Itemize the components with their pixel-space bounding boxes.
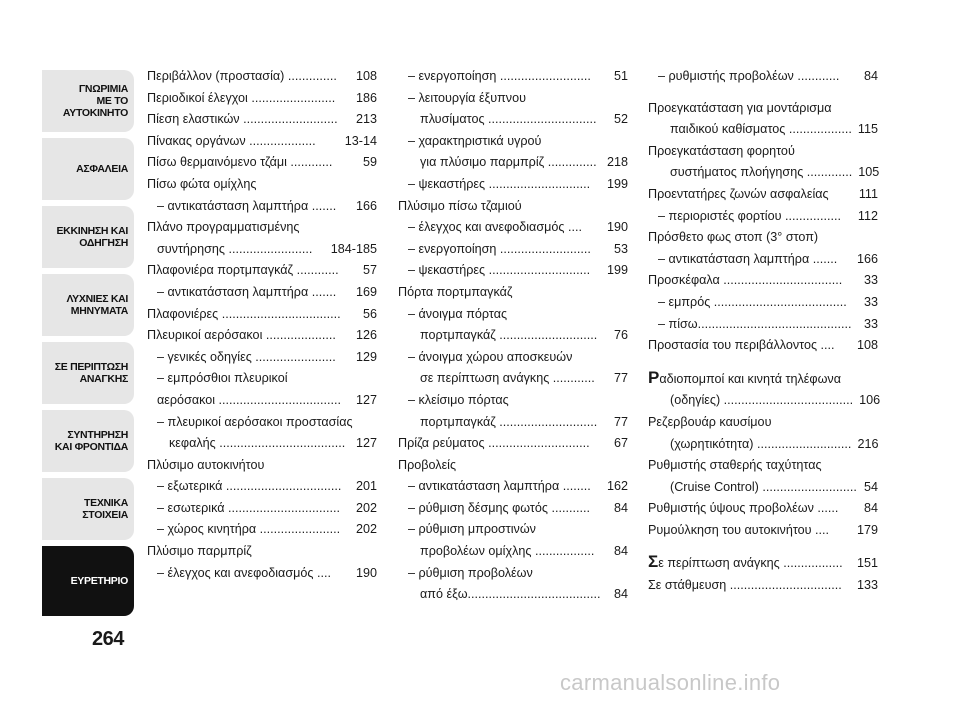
index-entry <box>648 66 878 88</box>
index-entry <box>398 152 628 174</box>
index-entry-label <box>670 390 853 412</box>
index-entry-text: – πίσω............................................ <box>658 316 852 331</box>
index-entry-label <box>648 498 838 520</box>
index-entry-label <box>147 174 256 196</box>
chapter-tab-label: ΕΚΚΙΝΗΣΗ ΚΑΙ ΟΔΗΓΗΣΗ <box>56 225 128 249</box>
index-entry-text: Ρυθμιστής σταθερής ταχύτητας <box>648 458 822 473</box>
index-entry-text: Πλύσιμο παρμπρίζ <box>147 544 252 559</box>
index-entry-label <box>157 368 288 390</box>
index-entry-text: – ρύθμιση δέσμης φωτός ........... <box>408 500 590 515</box>
index-entry <box>648 141 878 163</box>
index-entry <box>147 260 377 282</box>
index-entry-text: από έξω...................................... <box>420 587 601 602</box>
index-entry-label <box>147 541 252 563</box>
index-entry-text: – ρυθμιστής προβολέων ............ <box>658 69 840 83</box>
index-entry-label <box>408 304 507 326</box>
index-entry <box>648 206 878 228</box>
index-entry-text: – άνοιγμα πόρτας <box>408 306 508 321</box>
index-entry <box>648 162 878 184</box>
index-entry-text: Πρίζα ρεύματος ............................. <box>398 436 590 451</box>
index-entry <box>398 519 628 541</box>
chapter-tab-0[interactable] <box>42 70 134 132</box>
index-entry <box>648 119 878 141</box>
index-entry-text: (χωρητικότητα) ........................... <box>670 436 852 451</box>
index-entry-text: – εμπρός ...................................... <box>658 294 847 309</box>
index-entry-text: προβολέων ομίχλης ................. <box>420 544 595 559</box>
index-entry-label <box>648 98 832 120</box>
index-entry-text: σε περίπτωση ανάγκης ............ <box>420 371 595 386</box>
index-entry-text: – αντικατάσταση λαμπτήρα ....... <box>658 251 838 266</box>
index-entry-label <box>147 325 336 347</box>
index-entry-page: 179 <box>856 522 878 537</box>
index-entry <box>398 584 628 606</box>
index-entry <box>648 98 878 120</box>
chapter-tab-3[interactable] <box>42 274 134 336</box>
index-entry-text: – εσωτερικά ................................ <box>157 500 340 515</box>
index-entry-page: 52 <box>613 112 628 127</box>
index-entry-label <box>420 584 601 606</box>
index-entry-page: 57 <box>362 263 377 278</box>
index-entry <box>147 433 377 455</box>
index-entry-text: πλυσίματος ............................... <box>420 112 597 127</box>
index-entry-page: 112 <box>857 208 878 223</box>
index-entry-label <box>420 368 595 390</box>
section-gap <box>648 88 878 98</box>
index-entry-page: 190 <box>355 565 377 580</box>
index-entry-text: Περιοδικοί έλεγχοι ........................ <box>147 90 336 105</box>
index-entry-label <box>420 109 597 131</box>
index-entry <box>147 152 377 174</box>
index-entry-label <box>147 66 337 88</box>
index-entry-label <box>420 325 597 347</box>
index-entry-page: 84 <box>863 69 878 83</box>
index-entry-page: 127 <box>355 436 377 451</box>
index-entry-page: 84 <box>613 587 628 602</box>
index-entry-text: – χαρακτηριστικά υγρού <box>408 133 542 148</box>
index-entry-text: Πρόσθετο φως στοπ (3° στοπ) <box>648 230 819 245</box>
index-entry-label <box>648 455 822 477</box>
index-entry-text: Ρυμούλκηση του αυτοκινήτου .... <box>648 522 830 537</box>
index-entry <box>147 109 377 131</box>
index-entry-text: Προστασία του περιβάλλοντος .... <box>648 338 835 353</box>
index-entry <box>398 66 628 88</box>
index-entry-text: Πλύσιμο πίσω τζαμιού <box>398 198 522 213</box>
index-entry-text: Πίεση ελαστικών ........................... <box>147 112 338 127</box>
section-initial: Σ <box>648 552 659 572</box>
index-entry <box>648 335 878 357</box>
index-entry <box>147 282 377 304</box>
index-entry-label <box>648 227 818 249</box>
index-entry <box>147 563 377 585</box>
index-entry-page: 111 <box>858 186 878 201</box>
chapter-tab-label: ΣΥΝΤΗΡΗΣΗ ΚΑΙ ΦΡΟΝΤΙΔΑ <box>54 429 128 453</box>
index-entry <box>147 131 377 153</box>
index-entry-label <box>147 131 316 153</box>
index-entry <box>147 455 377 477</box>
index-entry <box>147 412 377 434</box>
index-entry-page: 166 <box>856 251 878 266</box>
index-entry-label <box>408 217 582 239</box>
index-entry-label <box>658 314 852 336</box>
index-entry-text: – ρύθμιση μπροστινών <box>408 522 536 537</box>
index-entry-label <box>658 292 847 314</box>
index-entry-page: 59 <box>362 155 377 170</box>
index-entry-label <box>408 66 591 88</box>
index-entry-page: 33 <box>863 294 878 309</box>
index-entry-label <box>157 412 353 434</box>
index-entry-label <box>420 152 597 174</box>
index-entry-page: 169 <box>355 284 377 299</box>
index-entry-page: 67 <box>613 436 628 451</box>
index-entry-text: Περιβάλλον (προστασία) .............. <box>147 69 337 83</box>
index-entry <box>147 196 377 218</box>
index-entry <box>398 217 628 239</box>
index-entry-label <box>670 434 851 456</box>
chapter-tab-label: ΕΥΡΕΤΗΡΙΟ <box>70 575 128 587</box>
index-entry-text: – ρύθμιση προβολέων <box>408 565 533 580</box>
index-entry-page: 127 <box>355 392 377 407</box>
index-entry <box>147 239 377 261</box>
index-entry-page: 77 <box>613 371 628 386</box>
index-entry-text: Πίσω φώτα ομίχλης <box>147 176 257 191</box>
index-entry-page: 199 <box>606 176 628 191</box>
chapter-tab-5[interactable] <box>42 410 134 472</box>
index-entry-text: – ψεκαστήρες ............................. <box>408 176 591 191</box>
index-entry-page: 190 <box>606 220 628 235</box>
index-entry-text: Πλάνο προγραμματισμένης <box>147 220 300 235</box>
index-entry-label <box>408 519 536 541</box>
chapter-tab-7[interactable] <box>42 546 134 616</box>
index-entry-text: Πίνακας οργάνων ................... <box>147 133 316 148</box>
index-entry-page: 76 <box>613 328 628 343</box>
index-entry <box>648 367 878 391</box>
index-entry-text: – εμπρόσθιοι πλευρικοί <box>157 371 288 386</box>
index-entry <box>648 498 878 520</box>
index-entry-label <box>169 433 345 455</box>
index-entry <box>147 325 377 347</box>
index-entry-text: – χώρος κινητήρα ....................... <box>157 522 341 537</box>
index-entry-page: 108 <box>355 69 377 83</box>
index-entry-label <box>408 390 509 412</box>
index-entry-text: Προεγκατάσταση φορητού <box>648 143 795 158</box>
index-entry <box>147 347 377 369</box>
index-entry-page: 186 <box>355 90 377 105</box>
index-entry-text: Πλαφονιέρα πορτμπαγκάζ ............ <box>147 263 339 278</box>
index-entry-page: 84 <box>613 544 628 559</box>
index-entry <box>648 249 878 271</box>
index-entry-page: 77 <box>613 414 628 429</box>
index-entry-text: – ψεκαστήρες ............................. <box>408 263 591 278</box>
index-entry-page: 162 <box>606 479 628 494</box>
index-entry <box>648 434 878 456</box>
index-entry-label <box>670 162 852 184</box>
index-entry <box>648 390 881 412</box>
index-entry-label <box>670 119 852 141</box>
index-entry-text: Πίσω θερμαινόμενο τζάμι ............ <box>147 155 333 170</box>
index-entry-text: συντήρησης ........................ <box>157 241 313 256</box>
index-entry-page: 84 <box>863 501 878 516</box>
index-entry-text: αδιοπομποί και κινητά τηλέφωνα <box>659 371 841 386</box>
index-entry-label <box>157 563 331 585</box>
index-entry-text: (Cruise Control) ........................... <box>670 479 857 494</box>
index-entry <box>147 66 377 88</box>
index-entry-text: – κλείσιμο πόρτας <box>408 392 509 407</box>
index-entry-label <box>648 270 842 292</box>
index-entry-label <box>157 347 336 369</box>
index-entry-text: αερόσακοι ................................... <box>157 392 342 407</box>
index-entry-text: – αντικατάσταση λαμπτήρα ........ <box>408 479 591 494</box>
index-entry <box>147 368 377 390</box>
index-entry-page: 199 <box>606 263 628 278</box>
index-entry-text: παιδικού καθίσματος .................. <box>670 122 852 137</box>
index-entry <box>648 270 878 292</box>
chapter-tab-4[interactable] <box>42 342 134 404</box>
index-entry-text: – λειτουργία έξυπνου <box>408 90 526 105</box>
index-column-3 <box>648 66 881 597</box>
index-entry-text: κεφαλής .................................... <box>169 436 346 451</box>
index-entry <box>398 109 628 131</box>
chapter-tab-label: ΣΕ ΠΕΡΙΠΤΩΣΗ ΑΝΑΓΚΗΣ <box>54 361 128 385</box>
index-entry <box>147 88 377 110</box>
index-entry-label <box>147 88 335 110</box>
index-entry-label <box>398 282 512 304</box>
index-entry-page: 202 <box>355 500 377 515</box>
index-entry-label <box>648 184 829 206</box>
section-gap <box>648 357 878 367</box>
index-entry-label <box>658 206 841 228</box>
index-entry-text: Σε στάθμευση ................................ <box>648 578 842 593</box>
index-entry-page: 105 <box>858 165 880 180</box>
index-entry <box>147 498 377 520</box>
index-entry-label <box>147 217 299 239</box>
index-entry-label <box>658 66 839 88</box>
index-entry-page: 218 <box>606 155 628 170</box>
index-entry-text: πορτμπαγκάζ ............................ <box>420 414 598 429</box>
index-entry <box>398 239 628 261</box>
chapter-tab-label: ΤΕΧΝΙΚΑ ΣΤΟΙΧΕΙΑ <box>82 497 128 521</box>
index-entry <box>398 368 628 390</box>
index-entry-page: 33 <box>863 273 878 288</box>
index-entry-label <box>408 347 572 369</box>
index-entry-page: 166 <box>355 198 377 213</box>
index-entry <box>398 196 628 218</box>
index-entry <box>398 282 628 304</box>
index-entry-label <box>398 196 522 218</box>
index-entry <box>147 476 377 498</box>
index-entry-text: Ρυθμιστής ύψους προβολέων ...... <box>648 501 839 516</box>
index-entry-text: Προσκέφαλα .................................. <box>648 273 843 288</box>
index-entry-page: 115 <box>857 122 878 137</box>
index-entry-text: – πλευρικοί αερόσακοι προστασίας <box>157 414 353 429</box>
index-entry <box>648 551 878 575</box>
index-entry-label <box>157 498 340 520</box>
index-entry <box>398 476 628 498</box>
index-entry-text: Πόρτα πορτμπαγκάζ <box>398 284 513 299</box>
index-entry-text: Πλαφονιέρες .................................. <box>147 306 341 321</box>
index-entry-label <box>408 239 591 261</box>
index-entry-label <box>648 520 829 542</box>
index-entry <box>398 88 628 110</box>
index-entry-label <box>147 260 339 282</box>
index-entry <box>147 519 377 541</box>
index-entry-label <box>648 335 835 357</box>
index-entry <box>648 292 878 314</box>
index-entry <box>398 390 628 412</box>
index-entry <box>648 184 878 206</box>
index-entry <box>398 174 628 196</box>
index-entry-label <box>408 498 590 520</box>
index-entry-label <box>408 260 590 282</box>
index-entry-page: 126 <box>355 328 377 343</box>
index-entry <box>147 541 377 563</box>
index-entry-label <box>147 109 338 131</box>
watermark: carmanualsonline.info <box>560 670 781 695</box>
index-entry <box>648 412 878 434</box>
chapter-tab-label: ΑΣΦΑΛΕΙΑ <box>76 163 128 175</box>
index-entry <box>648 520 878 542</box>
index-entry-text: – αντικατάσταση λαμπτήρα ....... <box>157 198 337 213</box>
index-entry-page: 201 <box>355 479 377 494</box>
index-entry-label <box>420 412 597 434</box>
chapter-tab-label: ΓΝΩΡΙΜΙΑ ΜΕ ΤΟ ΑΥΤΟΚΙΝΗΤΟ <box>62 83 128 119</box>
index-entry-page: 54 <box>863 479 878 494</box>
section-gap <box>648 541 878 551</box>
index-entry-label <box>408 88 526 110</box>
index-entry-text: – έλεγχος και ανεφοδιασμός .... <box>408 220 582 235</box>
index-entry-label <box>157 196 336 218</box>
index-entry <box>147 217 377 239</box>
chapter-tab-1[interactable] <box>42 138 134 200</box>
index-entry-text: Πλευρικοί αερόσακοι .................... <box>147 328 336 343</box>
index-entry-page: 216 <box>857 436 879 451</box>
index-entry <box>648 227 878 249</box>
index-entry-page: 106 <box>859 393 881 408</box>
index-entry-label <box>157 390 341 412</box>
index-entry-text: Προεγκατάσταση για μοντάρισμα <box>648 100 832 115</box>
index-entry-page: 133 <box>856 578 878 593</box>
index-column-2 <box>398 66 628 606</box>
index-entry <box>398 563 628 585</box>
page-number: 264 <box>92 628 124 650</box>
index-entry-text: για πλύσιμο παρμπρίζ .............. <box>420 155 597 170</box>
index-entry <box>147 390 377 412</box>
chapter-tab-2[interactable] <box>42 206 134 268</box>
index-entry <box>398 304 628 326</box>
index-entry-text: πορτμπαγκάζ ............................ <box>420 328 598 343</box>
index-entry-label <box>648 575 842 597</box>
index-entry-text: – γενικές οδηγίες ....................... <box>157 349 336 364</box>
index-entry <box>398 498 628 520</box>
index-entry-label <box>157 239 312 261</box>
index-entry-label <box>157 282 336 304</box>
index-entry-text: Πλύσιμο αυτοκινήτου <box>147 457 265 472</box>
index-entry <box>648 314 878 336</box>
index-entry-label <box>408 131 541 153</box>
index-entry <box>648 455 878 477</box>
index-entry-page: 56 <box>362 306 377 321</box>
index-entry <box>398 541 628 563</box>
index-entry-text: – άνοιγμα χώρου αποσκευών <box>408 349 573 364</box>
index-entry-text: – έλεγχος και ανεφοδιασμός .... <box>157 565 331 580</box>
index-entry-text: συστήματος πλοήγησης ............. <box>670 165 853 180</box>
index-entry <box>398 412 628 434</box>
index-entry <box>398 455 628 477</box>
index-entry-label <box>398 433 590 455</box>
index-entry <box>147 304 377 326</box>
index-entry-page: 51 <box>613 69 628 83</box>
chapter-tab-6[interactable] <box>42 478 134 540</box>
index-entry-text: (οδηγίες) ..................................... <box>670 393 854 408</box>
index-entry <box>648 477 878 499</box>
index-entry-label <box>658 249 837 271</box>
index-entry-text: – εξωτερικά ................................. <box>157 479 342 494</box>
index-entry-page: 202 <box>355 522 377 537</box>
index-entry-label <box>157 476 341 498</box>
index-entry-page: 13-14 <box>344 133 377 148</box>
index-entry-text: – ενεργοποίηση .......................... <box>408 69 591 83</box>
index-entry-label <box>408 476 591 498</box>
index-entry-label <box>157 519 340 541</box>
index-entry-label <box>648 141 795 163</box>
index-entry-label <box>408 174 590 196</box>
index-entry <box>398 260 628 282</box>
index-entry <box>398 131 628 153</box>
index-entry-text: – περιοριστές φορτίου ................ <box>658 208 841 223</box>
index-entry-text: – αντικατάσταση λαμπτήρα ....... <box>157 284 337 299</box>
index-entry-label <box>147 152 332 174</box>
index-entry-page: 84 <box>613 500 628 515</box>
index-entry-label <box>420 541 594 563</box>
index-entry-text: ε περίπτωση ανάγκης ................. <box>658 556 843 571</box>
index-entry-label <box>147 455 264 477</box>
index-entry <box>398 433 628 455</box>
index-entry-text: – ενεργοποίηση .......................... <box>408 241 591 256</box>
index-entry-label <box>648 412 771 434</box>
index-entry <box>648 575 878 597</box>
index-entry-label <box>408 563 533 585</box>
index-entry-page: 213 <box>355 112 377 127</box>
index-entry-label <box>398 455 456 477</box>
chapter-sidebar <box>42 70 134 622</box>
index-entry-label <box>648 367 841 391</box>
index-entry <box>147 174 377 196</box>
index-entry-label <box>147 304 341 326</box>
index-entry-page: 129 <box>355 349 377 364</box>
index-entry-text: Προεντατήρες ζωνών ασφαλείας <box>648 186 829 201</box>
index-entry-page: 108 <box>856 338 878 353</box>
index-entry-label <box>670 477 857 499</box>
index-entry-page: 151 <box>856 556 878 571</box>
index-column-1 <box>147 66 377 584</box>
index-entry <box>398 325 628 347</box>
index-entry-page: 53 <box>613 241 628 256</box>
chapter-tab-label: ΛΥΧΝΙΕΣ ΚΑΙ ΜΗΝΥΜΑΤΑ <box>66 293 128 317</box>
index-entry-text: Ρεζερβουάρ καυσίμου <box>648 414 772 429</box>
index-entry-label <box>648 551 843 575</box>
section-initial: Ρ <box>648 367 660 387</box>
index-entry-text: Προβολείς <box>398 457 457 472</box>
index-entry-page: 184-185 <box>330 241 377 256</box>
index-entry <box>398 347 628 369</box>
index-entry-page: 33 <box>863 316 878 331</box>
